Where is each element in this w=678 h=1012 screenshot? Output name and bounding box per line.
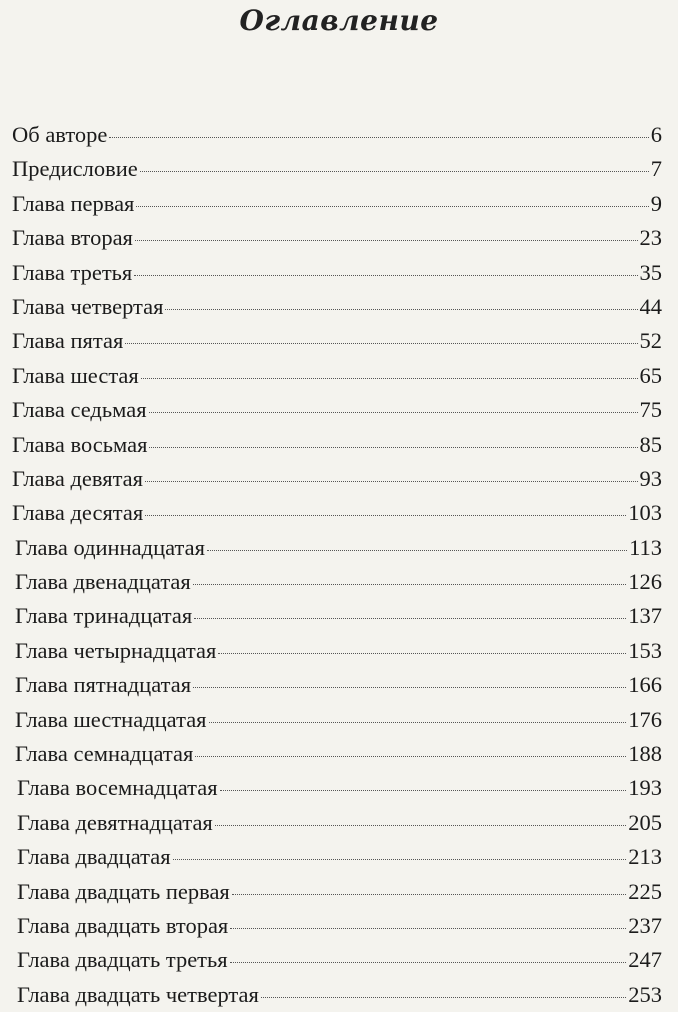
page-title: Оглавление bbox=[239, 4, 439, 37]
toc-entry-title: Глава вторая bbox=[12, 225, 133, 251]
dot-leader bbox=[149, 412, 638, 413]
toc-entry-page-number: 126 bbox=[628, 569, 662, 595]
toc-entry-page-number: 137 bbox=[628, 603, 662, 629]
toc-entry bbox=[12, 771, 662, 805]
dot-leader bbox=[135, 240, 638, 241]
toc-entry-page-number: 6 bbox=[650, 122, 662, 147]
toc-entry-page-number: 188 bbox=[628, 741, 662, 767]
toc-entry-title: Глава двадцать четвертая bbox=[17, 981, 259, 1007]
toc-entry-page-number: 237 bbox=[628, 912, 662, 938]
dot-leader bbox=[134, 275, 637, 276]
dot-leader bbox=[136, 206, 648, 207]
dot-leader bbox=[194, 618, 626, 619]
dot-leader bbox=[149, 447, 637, 448]
dot-leader bbox=[125, 343, 637, 344]
toc-entry-title: Глава десятая bbox=[12, 500, 144, 526]
toc-entry-page-number: 213 bbox=[628, 844, 662, 870]
dot-leader bbox=[195, 756, 626, 757]
toc-entry bbox=[12, 290, 662, 324]
toc-entry bbox=[12, 496, 662, 530]
toc-entry-page-number: 253 bbox=[628, 981, 662, 1007]
dot-leader bbox=[220, 790, 627, 791]
dot-leader bbox=[207, 550, 627, 551]
toc-entry-title: Глава двадцать первая bbox=[17, 878, 230, 904]
toc-entry bbox=[12, 462, 662, 496]
toc-entry-title: Глава двенадцатая bbox=[15, 569, 191, 595]
dot-leader bbox=[145, 481, 637, 482]
toc-entry-page-number: 205 bbox=[628, 809, 662, 835]
toc-entry bbox=[12, 668, 662, 702]
dot-leader bbox=[145, 515, 626, 516]
toc-entry-title: Глава восемнадцатая bbox=[17, 775, 218, 801]
toc-entry bbox=[12, 599, 662, 633]
toc-entry-title: Глава пятая bbox=[12, 328, 124, 354]
toc-entry-page-number: 193 bbox=[628, 775, 662, 801]
toc-entry bbox=[12, 428, 662, 462]
toc-entry-title: Глава третья bbox=[12, 259, 133, 285]
toc-entry-title: Глава шестая bbox=[12, 362, 139, 388]
dot-leader bbox=[173, 859, 627, 860]
toc-entry bbox=[12, 118, 662, 152]
toc-entry-page-number: 225 bbox=[628, 878, 662, 904]
toc-entry-page-number: 103 bbox=[628, 500, 662, 526]
dot-leader bbox=[140, 171, 649, 172]
toc-entry bbox=[12, 909, 662, 943]
dot-leader bbox=[193, 584, 626, 585]
toc-entry bbox=[12, 806, 662, 840]
toc-entry-page-number: 75 bbox=[639, 397, 662, 423]
toc-entry-title: Глава шестнадцатая bbox=[15, 706, 207, 732]
toc-entry-title: Глава двадцать вторая bbox=[17, 912, 229, 938]
toc-entry-page-number: 153 bbox=[628, 637, 662, 663]
toc-entry-page-number: 7 bbox=[650, 156, 662, 182]
toc-entry bbox=[12, 221, 662, 255]
toc-entry bbox=[12, 978, 662, 1012]
toc-entry-title: Предисловие bbox=[12, 156, 138, 182]
dot-leader bbox=[230, 928, 626, 929]
toc-entry-title: Глава девятая bbox=[12, 465, 144, 491]
dot-leader bbox=[165, 309, 637, 310]
dot-leader bbox=[218, 653, 626, 654]
toc-entry bbox=[12, 359, 662, 393]
dot-leader bbox=[215, 825, 626, 826]
toc-entry-title: Глава седьмая bbox=[12, 397, 147, 423]
toc-entry-title: Глава первая bbox=[12, 190, 135, 216]
toc-entry bbox=[12, 943, 662, 977]
toc-entry-title: Глава одиннадцатая bbox=[15, 534, 205, 560]
toc-entry bbox=[12, 565, 662, 599]
toc-entry-title: Глава восьмая bbox=[12, 431, 148, 457]
toc-entry-page-number: 65 bbox=[639, 362, 662, 388]
toc-entry-page-number: 93 bbox=[639, 465, 662, 491]
dot-leader bbox=[109, 137, 648, 138]
toc-entry bbox=[12, 531, 662, 565]
dot-leader bbox=[193, 687, 626, 688]
toc-entry-title: Глава четырнадцатая bbox=[15, 637, 217, 663]
toc-entry bbox=[12, 737, 662, 771]
toc-entry bbox=[12, 256, 662, 290]
dot-leader bbox=[209, 722, 627, 723]
toc-entry-title: Глава двадцатая bbox=[17, 844, 171, 870]
dot-leader bbox=[230, 962, 627, 963]
toc-entry-page-number: 113 bbox=[629, 534, 662, 560]
toc-entry bbox=[12, 703, 662, 737]
toc-entry-page-number: 166 bbox=[628, 672, 662, 698]
toc-entry-title: Глава тринадцатая bbox=[15, 603, 193, 629]
toc-entry-page-number: 35 bbox=[639, 259, 662, 285]
dot-leader bbox=[141, 378, 638, 379]
toc-entry-page-number: 23 bbox=[639, 225, 662, 251]
toc-entry-title: Глава девятнадцатая bbox=[17, 809, 213, 835]
toc-entry-title: Глава пятнадцатая bbox=[15, 672, 192, 698]
toc-entry bbox=[12, 840, 662, 874]
table-of-contents bbox=[12, 118, 662, 1012]
toc-entry bbox=[12, 634, 662, 668]
toc-entry-title: Глава семнадцатая bbox=[15, 741, 194, 767]
toc-entry bbox=[12, 393, 662, 427]
toc-entry-title: Глава четвертая bbox=[12, 293, 164, 319]
toc-entry-page-number: 176 bbox=[628, 706, 662, 732]
toc-entry bbox=[12, 187, 662, 221]
toc-entry bbox=[12, 875, 662, 909]
toc-entry-page-number: 52 bbox=[639, 328, 662, 354]
toc-entry-title: Глава двадцать третья bbox=[17, 947, 228, 973]
toc-entry-page-number: 44 bbox=[639, 293, 662, 319]
toc-entry-title: Об авторе bbox=[12, 122, 108, 147]
toc-entry-page-number: 9 bbox=[650, 190, 662, 216]
toc-entry bbox=[12, 152, 662, 186]
toc-entry-page-number: 247 bbox=[628, 947, 662, 973]
toc-entry-page-number: 85 bbox=[639, 431, 662, 457]
dot-leader bbox=[232, 894, 626, 895]
dot-leader bbox=[261, 997, 626, 998]
toc-entry bbox=[12, 324, 662, 358]
